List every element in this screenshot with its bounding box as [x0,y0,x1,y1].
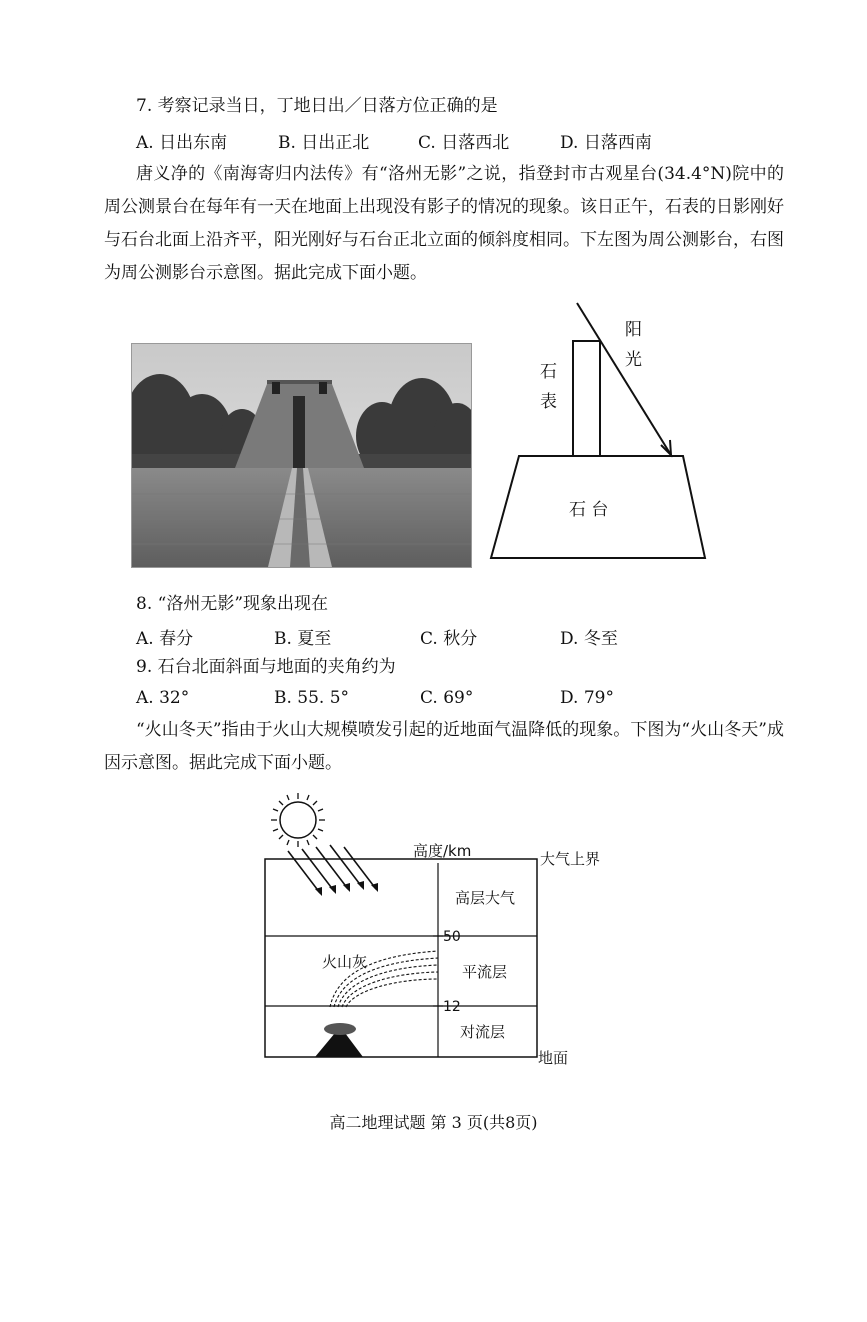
observatory-photo [131,343,472,568]
stone-pillar [573,341,600,456]
q7-option-d: D. 日落西南 [560,133,652,153]
stratosphere-label: 平流层 [462,963,508,981]
sun-label-2: 光 [625,350,642,370]
top-of-atmosphere-label: 大气上界 [540,850,601,868]
q8-stem: 8. “洛州无影”现象出现在 [136,594,329,614]
q7-option-b: B. 日出正北 [278,133,370,153]
platform-label: 石 台 [569,500,609,520]
q8-option-c: C. 秋分 [420,629,478,649]
q9-option-c: C. 69° [420,688,474,708]
q9-option-d: D. 79° [560,688,614,708]
sun-label-1: 阳 [625,320,642,340]
q9-option-b: B. 55. 5° [274,688,350,708]
upper-atmosphere-label: 高层大气 [455,889,516,907]
page-footer: 高二地理试题 第 3 页(共8页) [329,1113,538,1132]
tick-12-label: 12 [443,999,461,1015]
pillar-label-2: 表 [540,392,557,412]
pillar-label-1: 石 [540,362,557,382]
troposphere-label: 对流层 [460,1023,506,1041]
tick-50-label: 50 [443,929,461,945]
q7-option-c: C. 日落西北 [418,133,510,153]
eruption-plume-icon [324,1023,356,1035]
q8-option-d: D. 冬至 [560,629,618,649]
q9-option-a: A. 32° [136,688,190,708]
ground-label: 地面 [538,1049,569,1067]
q8-option-b: B. 夏至 [274,629,332,649]
sun-icon [271,793,325,847]
q9-stem: 9. 石台北面斜面与地面的夹角约为 [136,657,396,677]
q7-stem: 7. 考察记录当日，丁地日出／日落方位正确的是 [136,96,498,116]
q7-option-a: A. 日出东南 [136,133,228,153]
q8-option-a: A. 春分 [136,629,194,649]
volcanic-ash-label: 火山灰 [322,953,368,971]
volcano-icon [315,1033,363,1057]
observatory-schematic [485,295,715,570]
passage-volcanic-winter: “火山冬天”指由于火山大规模喷发引起的近地面气温降低的现象。下图为“火山冬天”成因示意图。据此完成下面小题。 [104,720,784,773]
ray-arrowheads [315,881,378,896]
height-axis-label: 高度/km [413,842,472,860]
passage-luozhou: 唐义净的《南海寄归内法传》有“洛州无影”之说，指登封市古观星台(34.4°N)院中的周公测景台在每年有一天在地面上出现没有影子的情况的现象。该日正午，石表的日影刚好与石台北面上沿齐平，阳光刚好与石台正北立面的倾斜度相同。下左图为周公测影台，右图为周公测影台示意图。据此完成下面小题。 [104,164,784,283]
volcanic-winter-diagram [260,785,620,1075]
